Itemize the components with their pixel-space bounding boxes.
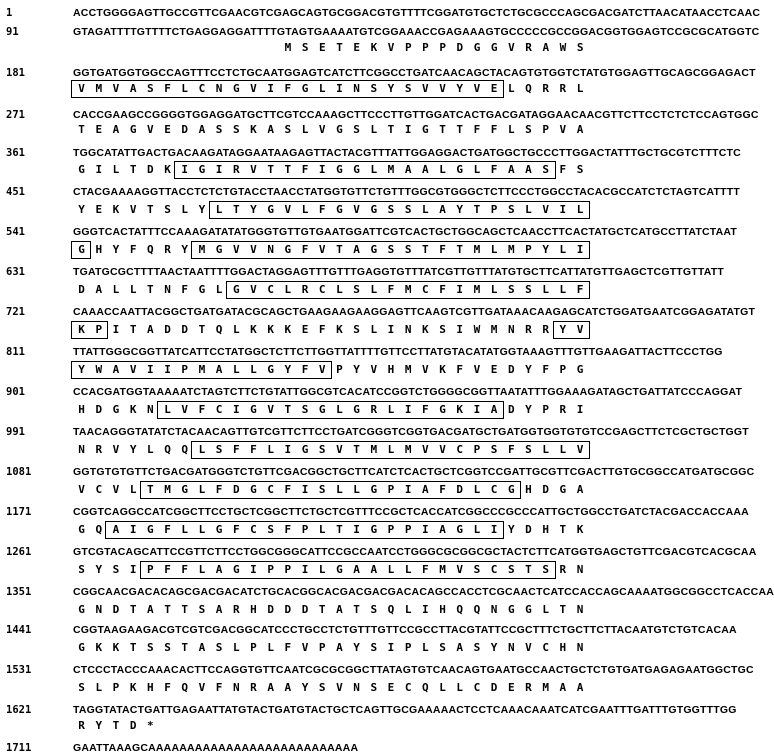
nucleotide-sequence: CAAACCAATTACGGCTGATGATACGCAGCTGAAGAAGAAGGAGTTCAAGTCGTTGATAAACAAGAGCATCTGGATGAATCGGAGATATGT [73,306,756,318]
amino-acid-translation: G N D T A T T S A R H D D D T A T S Q L I H Q Q N G G L T N [78,603,584,616]
nucleotide-sequence: ACCTGGGGAGTTGCCGTTCGAACGTCGAGCAGTGCGGACGTGTTTTCGGATGTGCTCTGCGCCCAGCGACGATCTTAACATAACCTCAAC [73,7,761,19]
position-number: 901 [6,386,25,398]
transmembrane-domain-box [553,321,590,339]
nucleotide-sequence: GGTGTGTGTTCTGACGATGGGTCTGTTCGACGGCTGCTTCATCTCACTGCTCGGTCCGATTGCGTTCGACTTGTGCGGCCATGATGCGGC [73,466,755,478]
transmembrane-domain-box [191,241,590,259]
transmembrane-domain-box [140,561,556,579]
position-number: 451 [6,186,25,198]
position-number: 991 [6,426,25,438]
amino-acid-translation: N R V Y L Q Q L S F F L I G S V T M L M V V C P S F S L L V [78,443,584,456]
nucleotide-sequence: TGATGCGCTTTTAACTAATTTTGGACTAGGAGTTTGTTTGAGGTGTTTATCGTTGTTTATGTGCTTCATTATGTTGAGCTCGTTGTTATT [73,266,724,278]
transmembrane-domain-box [174,161,555,179]
amino-acid-translation: V C V L T M G L F D G C F I S L L G P I A F D L C G H D G A [78,483,584,496]
nucleotide-sequence: GAATTAAAGCAAAAAAAAAAAAAAAAAAAAAAAAAAA [73,742,359,754]
position-number: 1261 [6,546,32,558]
amino-acid-translation: G Q A I G F L L G F C S F P L T I G P P I A G L I Y D H T K [78,523,584,536]
nucleotide-sequence: TTATTGGGCGGTTATCATTCCTATGGCTCTTCTTGGTTATTTTGTTCCTTATGTACATATGGTAAAGTTTGTTGAAGATTACTTCCCTGG [73,346,723,358]
transmembrane-domain-box [140,481,521,499]
position-number: 1441 [6,624,32,636]
nucleotide-sequence: CGGCAACGACACAGCGACGACATCTGCACGGCACGACGACGACACAGCCACCTCGCAACTCATCCACCAGCAAAATGGCGGCCTCACCAA [73,586,774,598]
position-number: 1081 [6,466,32,478]
position-number: 1171 [6,506,32,518]
amino-acid-translation: S L P K H F Q V F N R A A Y S V N S E C Q L L C D E R M A A [78,681,584,694]
amino-acid-translation: T E A G V E D A S S K A S L V G S L T I G T T F F L S P V A [78,123,584,136]
nucleotide-sequence: CTCCCTACCCAAACACTTCCAGGTGTTCAATCGCGCGGCTTATAGTGTCAACAGTGAATGCCAACTGCTCTGTGATGAGAGAATGGCTGC [73,664,754,676]
amino-acid-translation: M S E T E K V P P P D G G V R A W S [284,41,584,54]
transmembrane-domain-box [71,321,108,339]
transmembrane-domain-box [105,521,504,539]
position-number: 361 [6,147,25,159]
nucleotide-sequence: TAACAGGGTATATCTACAACAGTTGTCGTTCTTCCTGATCGGGTCGGTGACGATGCTGATGGTGGTGTGTCCGAGCTTCTCGCTGCTGGT [73,426,749,438]
nucleotide-sequence: CCACGATGGTAAAAATCTAGTCTTCTGTATTGGCGTCACATCCGGTCTGGGGCGGTTAATATTTGGAAAGATAGCTGATTATCCCAGGAT [73,386,743,398]
position-number: 1 [6,7,13,19]
transmembrane-domain-box [71,80,504,98]
amino-acid-translation: S Y S I P F F L A G I P P I L G A A L L F M V S C S T S R N [78,563,584,576]
nucleotide-sequence: TGGCATATTGACTGACAAGATAGGAATAAGAGTTACTACGTTTATTGGAGGACTGATGGCTGCCCTTGGACTATTTGCTGCGTCTTTCTC [73,147,741,159]
nucleotide-sequence: GTCGTACAGCATTCCGTTCTTCCTGGCGGGCATTCCGCCAATCCTGGGCGCGGCGCTACTCTTCATGGTGAGCTGTTCGACGTCACGCAA [73,546,757,558]
nucleotide-sequence: GGTGATGGTGGCCAGTTTCCTCTGCAATGGAGTCATCTTCGGCCTGATCAACAGCTACAGTGTGGTCTATGTGGAGTTGCAGCGGAGACT [73,67,756,79]
nucleotide-sequence: CACCGAAGCCGGGGTGGAGGATGCTTCGTCCAAAGCTTCCCTTGTTGGATCACTGACGATAGGAACAACGTTCTTCCTCTCTCCAGTGGC [73,109,759,121]
position-number: 1531 [6,664,32,676]
position-number: 811 [6,346,25,358]
transmembrane-domain-box [191,441,590,459]
position-number: 181 [6,67,25,79]
amino-acid-translation: H D G K N L V F C I G V T S G L G R L I F G K I A D Y P R I [78,403,584,416]
amino-acid-translation: Y W A V I I P M A L L G Y F V P Y V H M V K F V E D Y F P G [78,363,584,376]
nucleotide-sequence: GTAGATTTTGTTTTCTGAGGAGGATTTTGTAGTGAAAATGTCGGAAACCGAGAAAGTGCCCCCGCCGGACGGTGGAGTCCGCGCATGGTC [73,26,760,38]
position-number: 721 [6,306,25,318]
position-number: 1621 [6,704,32,716]
transmembrane-domain-box [226,281,590,299]
nucleotide-sequence: TAGGTATACTGATTGAGAATTATGTACTGATGTACTGCTCAGTTGCGAAAAACTCCTCAAACAAATCATCGAATTTGATTTGTGGTTTGG [73,704,737,716]
position-number: 631 [6,266,25,278]
position-number: 91 [6,26,19,38]
nucleotide-sequence: GGGTCACTATTTCCAAAGATATATGGGTGTTGTGAATGGATTCGTCACTGCTGGCAGCTCAACCTTCACTATGCTCATGCCTTATCTAAT [73,226,738,238]
amino-acid-translation: G K K T S S T A S L P L F V P A Y S I P L S A S Y N V C H N [78,641,584,654]
nucleotide-sequence: CGGTCAGGCCATCGGCTTCCTGCTCGGCTTCTGCTCGTTTCCGCTCACCATCGGCCCGCCCATTGCTGGCCTGATCTACGACCACCAAA [73,506,749,518]
transmembrane-domain-box [71,241,91,259]
position-number: 541 [6,226,25,238]
nucleotide-sequence: CTACGAAAAGGTTACCTCTCTGTACCTAACCTATGGTGTTCTGTTTGGCGTGGGCTCTTCCCTGGCCTACACGCCATCTCTAGTCATTTT [73,186,740,198]
amino-acid-translation: D A L L T N F G L G V C L R C L S L F M C F I M L S S L L F [78,283,584,296]
transmembrane-domain-box [71,361,332,379]
transmembrane-domain-box [209,201,590,219]
amino-acid-translation: G I L T D K I G I R V T T F I G G L M A A L G L F A A S F S [78,163,584,176]
amino-acid-translation: K P I T A D D T Q L K K K E F K S L I N K S I W M N R R Y V [78,323,584,336]
amino-acid-translation: G H Y F Q R Y M G V V N G F V T A G S S T F T M L M P Y L I [78,243,584,256]
position-number: 271 [6,109,25,121]
position-number: 1711 [6,742,32,754]
transmembrane-domain-box [157,401,504,419]
nucleotide-sequence: CGGTAAGAAGACGTCGTCGACGGCATCCCTGCCTCTGTTTGTTCCGCCTTACGTATTCCGCTTTCTGCTTCTTACAATGTCTGTCACAA [73,624,737,636]
amino-acid-translation: Y E K V T S L Y L T Y G V L F G V G S S L A Y T P S L V I L [78,203,584,216]
position-number: 1351 [6,586,32,598]
amino-acid-translation: R Y T D * [78,719,154,732]
amino-acid-translation: V M V A S F L C N G V I F G L I N S Y S V V Y V E L Q R R L [78,82,584,95]
